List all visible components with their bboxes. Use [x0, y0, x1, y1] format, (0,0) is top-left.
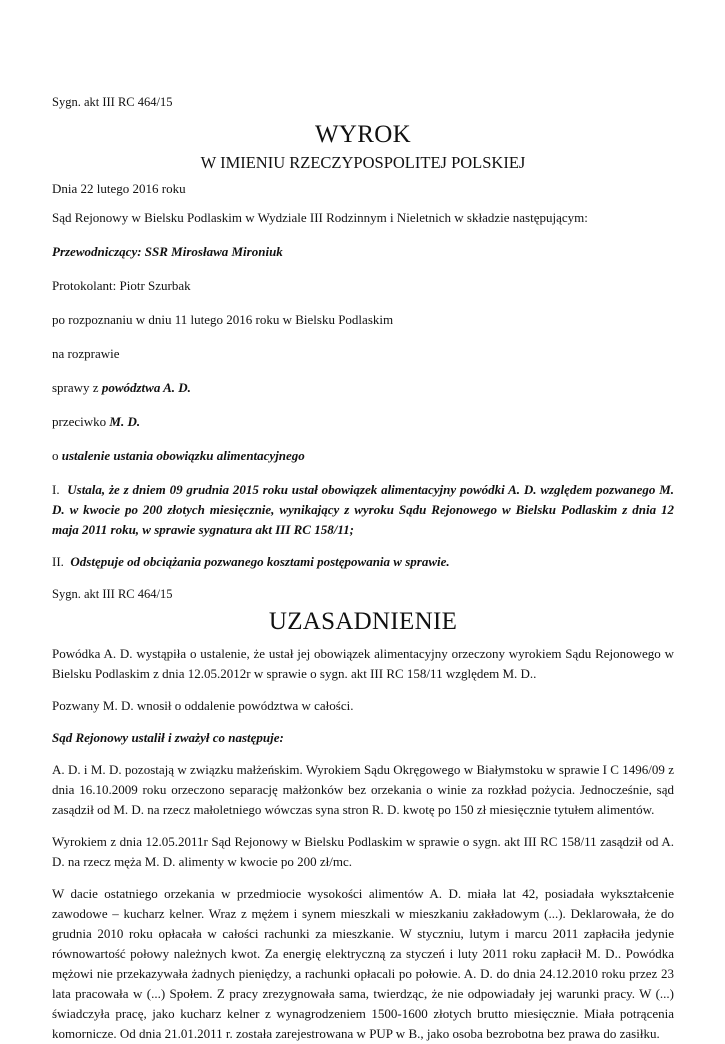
case-plaintiff: [52, 378, 674, 398]
ruling-point-1: [52, 480, 674, 540]
ruling-point-2-number: II.: [52, 554, 64, 569]
ruling-point-2: [52, 552, 674, 572]
ruling-point-2-text: Odstępuje od obciążania pozwanego kosztami postępowania w sprawie.: [70, 554, 450, 569]
case-reference: Sygn. akt III RC 464/15: [52, 95, 173, 109]
document-page: [52, 92, 674, 1044]
subject-text: ustalenie ustania obowiązku alimentacyjnego: [61, 448, 305, 463]
plaintiff-name: powództwa A. D.: [101, 380, 191, 395]
subject-prefix: o: [52, 448, 62, 463]
ruling-point-1-number: I.: [52, 482, 60, 497]
presiding-judge: Przewodniczący: SSR Mirosława Mironiuk: [52, 244, 283, 259]
justification-paragraph-4: Wyrokiem z dnia 12.05.2011r Sąd Rejonowy w Bielsku Podlaskim w sprawie o sygn. akt III RC 158/11 zasądził od A. D. na rzecz męża M. D. alimenty w kwocie po 200 zł/mc.: [52, 834, 674, 869]
justification-paragraph-5: W dacie ostatniego orzekania w przedmiocie wysokości alimentów A. D. miała lat 42, posiadała wykształcenie zawodowe – kucharz kelner. Wraz z mężem i synem mieszkali w mieszkaniu zakładowym (...). Deklarowała, że do grudnia 2010 roku opłacała w całości rachunki za mieszkanie. W styczniu, lutym i marcu 2011 zapłaciła jedynie równowartość połowy należnych kwot. Za energię elektryczną za styczeń i luty 2011 roku zapłacił M. D.. Powódka mężowi nie przekazywała żadnych pieniędzy, a rachunki opłacali po połowie. A. D. do dnia 24.12.2010 roku przez 23 lata pracowała w (...) Społem. Z pracy zrezygnowała sama, twierdząc, że nie odpowiadały jej warunki pracy. W (...) świadczyła pracę, jako kucharz kelner z wynagrodzeniem 1500-1600 złotych brutto miesięcznie. Miała potrącenia komornicze. Od dnia 21.01.2011 r. została zarejestrowana w PUP w B., jako osoba bezrobotna bez prawa do zasiłku.: [52, 886, 674, 1041]
judgment-date: Dnia 22 lutego 2016 roku: [52, 181, 186, 196]
case-defendant: [52, 412, 674, 432]
document-title: WYROK: [315, 121, 411, 148]
justification-title: UZASADNIENIE: [268, 608, 458, 635]
hearing-info: po rozpoznaniu w dniu 11 lutego 2016 roku w Bielsku Podlaskim: [52, 312, 394, 327]
document-subtitle: W IMIENIU RZECZYPOSPOLITEJ POLSKIEJ: [200, 153, 526, 172]
court-clerk: Protokolant: Piotr Szurbak: [52, 278, 191, 293]
session-type: na rozprawie: [52, 346, 120, 361]
justification-paragraph-3: A. D. i M. D. pozostają w związku małżeńskim. Wyrokiem Sądu Okręgowego w Białymstoku w sprawie I C 1496/09 z dnia 16.10.2009 roku orzeczono separację małżonków bez orzekania o winie za rozkład pożycia. Jednocześnie, sąd zasądził od M. D. na rzecz małoletniego wówczas syna stron R. D. kwotę po 150 zł miesięcznie tytułem alimentów.: [52, 762, 674, 817]
court-composition: Sąd Rejonowy w Bielsku Podlaskim w Wydziale III Rodzinnym i Nieletnich w składzie następującym:: [52, 210, 588, 225]
case-subject: [52, 446, 674, 466]
justification-paragraph-2: Pozwany M. D. wnosił o oddalenie powództwa w całości.: [52, 698, 354, 713]
against-prefix: przeciwko: [52, 414, 110, 429]
defendant-name: M. D.: [109, 414, 141, 429]
justification-paragraph-1: Powódka A. D. wystąpiła o ustalenie, że ustał jej obowiązek alimentacyjny orzeczony wyrokiem Sądu Rejonowego w Bielsku Podlaskim z dnia 12.05.2012r w sprawie o sygn. akt III RC 158/11 względem M. D..: [52, 646, 674, 681]
justification-heading: Sąd Rejonowy ustalił i zważył co następuje:: [52, 730, 284, 745]
justification-reference: Sygn. akt III RC 464/15: [52, 587, 173, 601]
case-prefix: sprawy z: [52, 380, 102, 395]
ruling-point-1-text: Ustala, że z dniem 09 grudnia 2015 roku ustał obowiązek alimentacyjny powódki A. D. względem pozwanego M. D. w kwocie po 200 złotych miesięcznie, wynikający z wyroku Sądu Rejonowego w Bielsku Podlaskim z dnia 12 maja 2011 roku, w sprawie sygnatura akt III RC 158/11;: [52, 482, 674, 537]
